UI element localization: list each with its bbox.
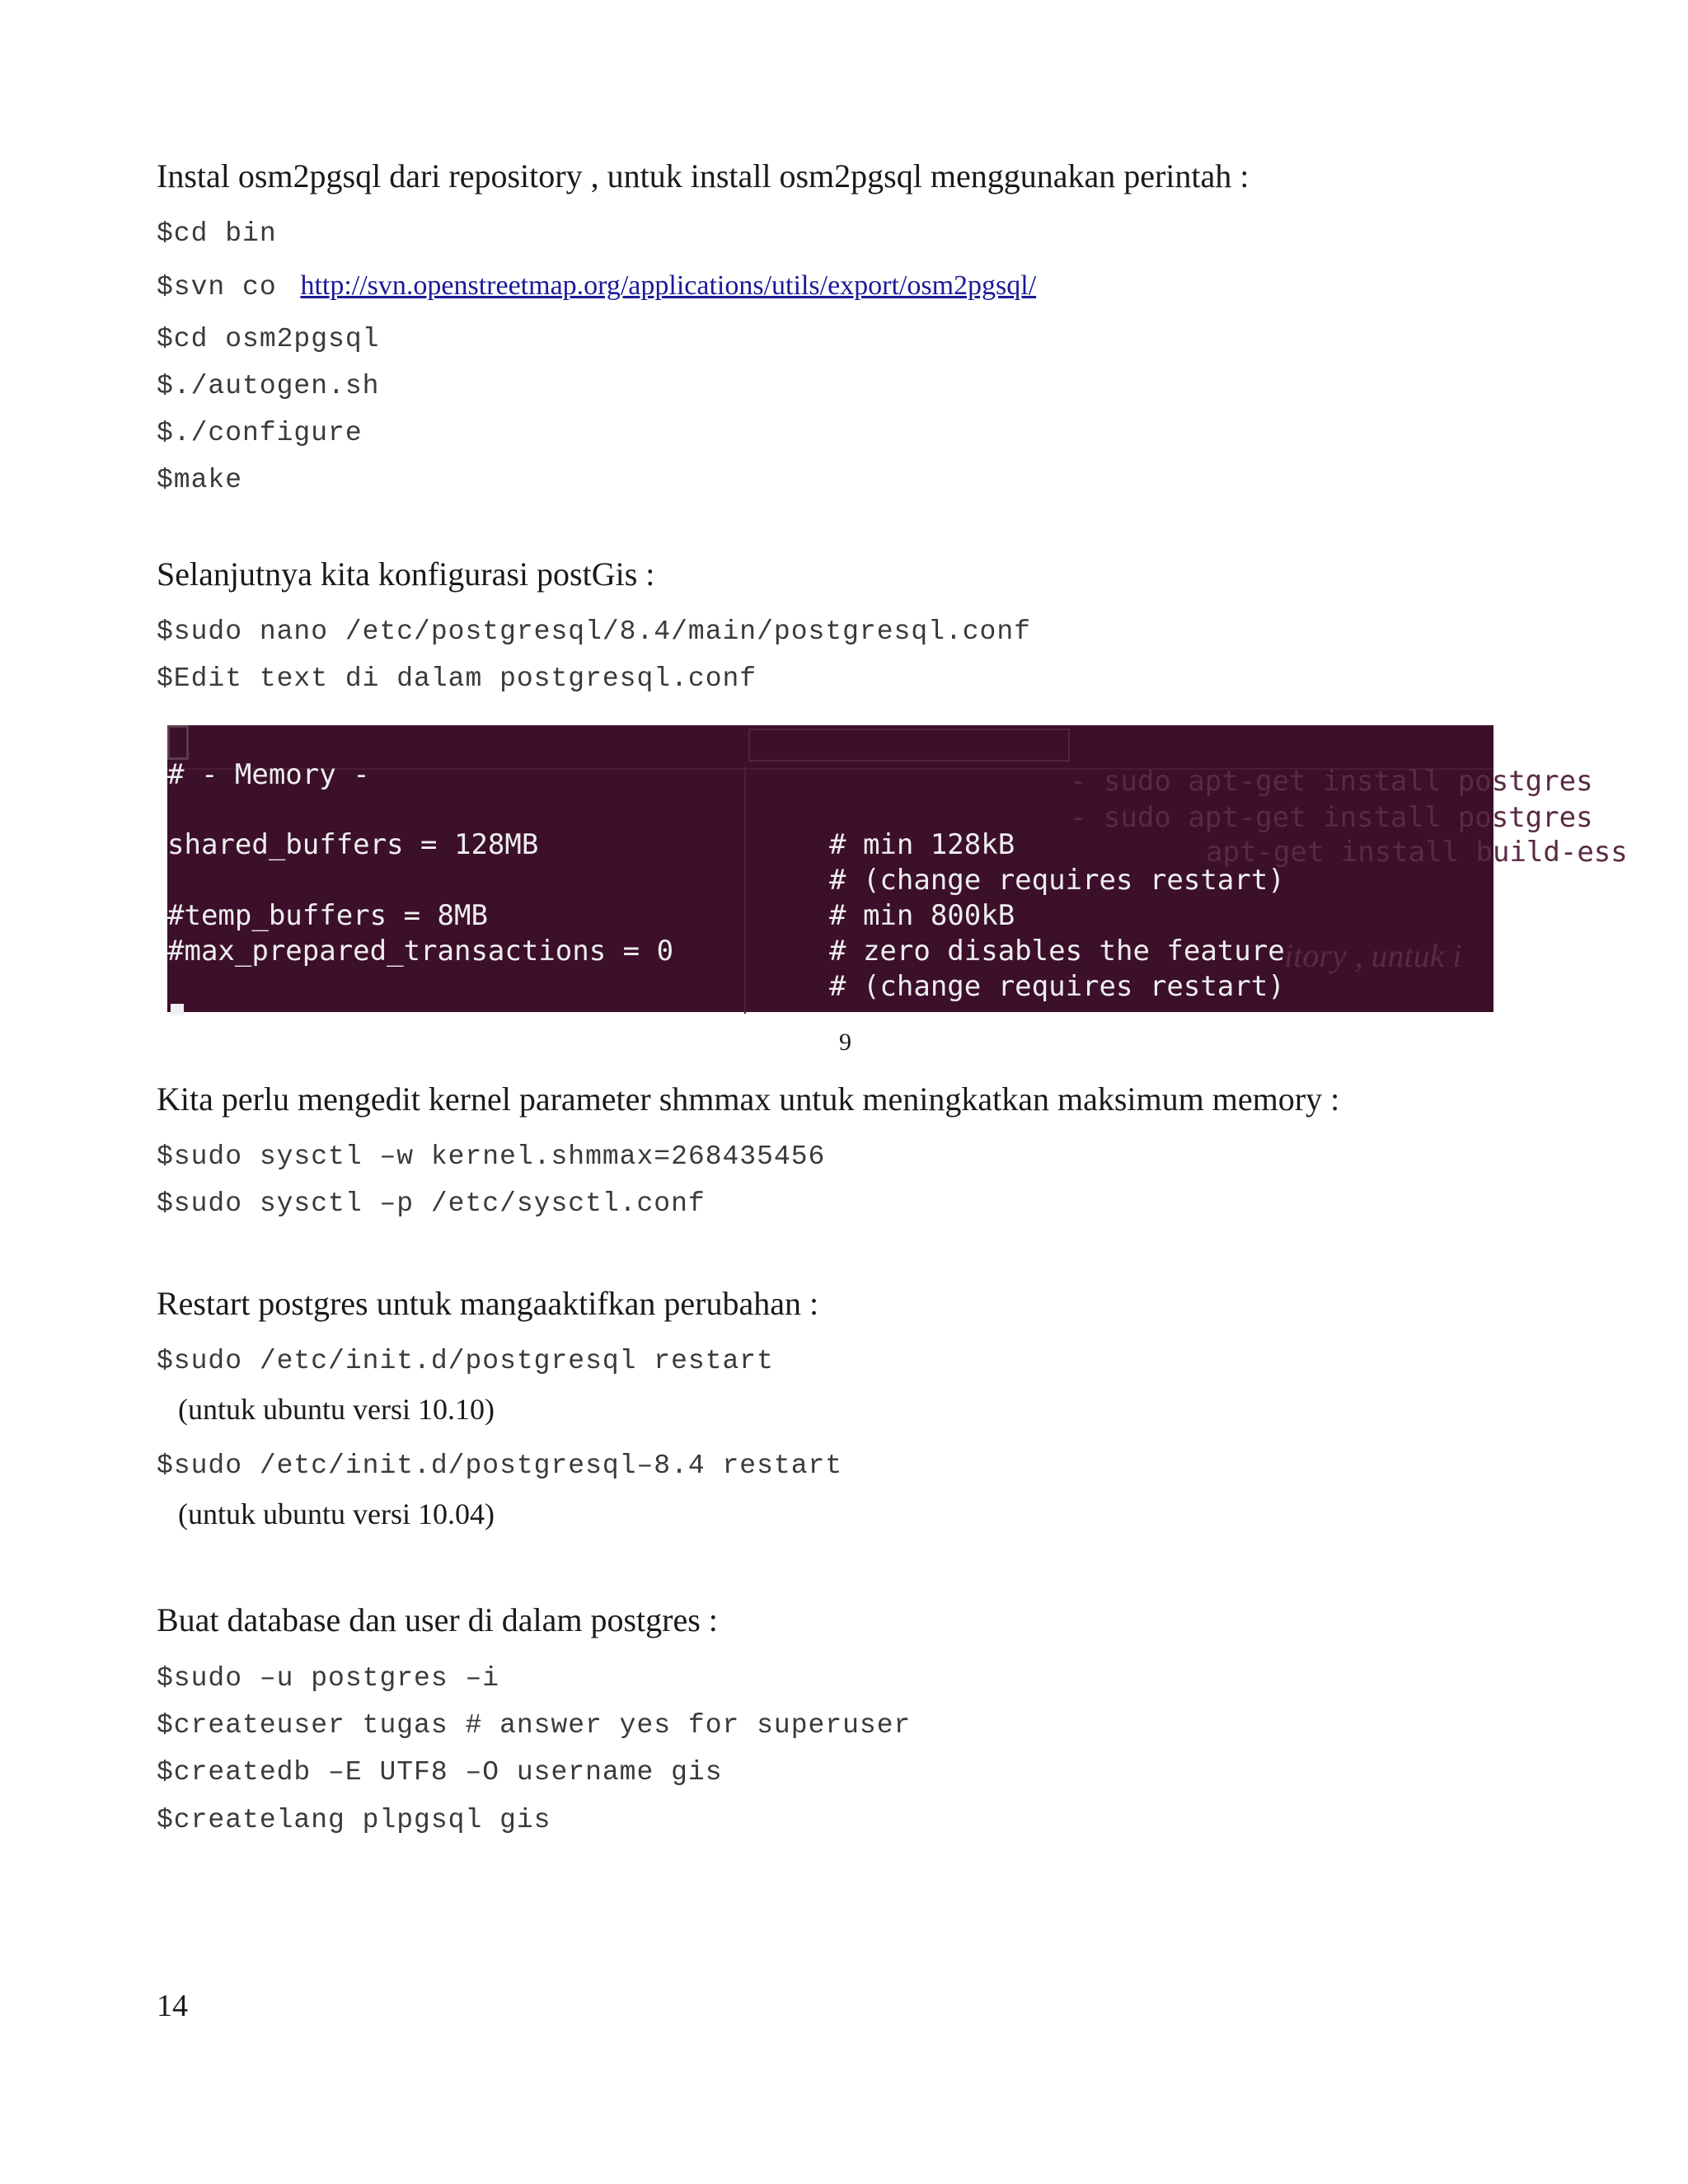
heading-install-osm2pgsql: Instal osm2pgsql dari repository , untuk install osm2pgsql menggunakan perintah :	[157, 157, 1250, 194]
command-svn-checkout	[157, 270, 1036, 302]
command-cd-osm2pgsql: $cd osm2pgsql	[157, 324, 380, 354]
terminal-window-corner	[167, 725, 189, 760]
terminal-line-shared-buffers: shared_buffers = 128MB	[167, 828, 539, 861]
command-createdb: $createdb –E UTF8 –O username gis	[157, 1757, 723, 1788]
note-ubuntu-1004: (untuk ubuntu versi 10.04)	[178, 1497, 495, 1530]
terminal-comment-min-800kb: # min 800kB	[829, 899, 1015, 932]
terminal-pane-divider	[744, 766, 746, 1014]
terminal-line-temp-buffers: #temp_buffers = 8MB	[167, 899, 488, 932]
command-createuser: $createuser tugas # answer yes for superuser	[157, 1710, 912, 1741]
terminal-ghost-text: apt-get install build-ess	[1206, 836, 1628, 869]
heading-configure-postgis: Selanjutnya kita konfigurasi postGis :	[157, 555, 655, 593]
command-restart-postgresql: $sudo /etc/init.d/postgresql restart	[157, 1346, 774, 1376]
command-autogen: $./autogen.sh	[157, 371, 380, 401]
page-number: 14	[157, 1989, 188, 2023]
heading-restart-postgres: Restart postgres untuk mangaaktifkan perubahan :	[157, 1285, 819, 1322]
terminal-ghost-text: - sudo apt-get install postgres	[1070, 765, 1593, 798]
command-restart-postgresql-84: $sudo /etc/init.d/postgresql–8.4 restart	[157, 1451, 843, 1481]
terminal-screenshot	[167, 725, 1628, 1012]
note-ubuntu-1010: (untuk ubuntu versi 10.10)	[178, 1393, 495, 1426]
svn-url-link[interactable]: http://svn.openstreetmap.org/applications/utils/export/osm2pgsql/	[300, 270, 1037, 301]
command-cd-bin: $cd bin	[157, 218, 277, 249]
heading-create-database: Buat database dan user di dalam postgres :	[157, 1601, 718, 1638]
command-sudo-postgres: $sudo –u postgres –i	[157, 1663, 500, 1694]
terminal-comment-change-requires-restart: # (change requires restart)	[829, 864, 1285, 897]
command-createlang: $createlang plpgsql gis	[157, 1805, 551, 1835]
heading-kernel-shmmax: Kita perlu mengedit kernel parameter shmmax untuk meningkatkan maksimum memory :	[157, 1080, 1340, 1118]
svn-command-prefix: $svn co	[157, 272, 277, 302]
terminal-ghost-text: - sudo apt-get install postgres	[1070, 801, 1593, 834]
command-configure: $./configure	[157, 418, 363, 448]
terminal-line-memory-header: # - Memory -	[167, 758, 370, 791]
terminal-line-max-prepared-transactions: #max_prepared_transactions = 0	[167, 935, 674, 968]
command-edit-text: $Edit text di dalam postgresql.conf	[157, 663, 757, 694]
terminal-title-frame	[748, 729, 1070, 762]
command-sysctl-p: $sudo sysctl –p /etc/sysctl.conf	[157, 1188, 706, 1219]
figure-caption-number: 9	[839, 1029, 851, 1056]
terminal-ghost-text: itory , untuk i	[1284, 937, 1462, 974]
command-make: $make	[157, 465, 243, 495]
terminal-comment-zero-disables: # zero disables the feature	[829, 935, 1285, 968]
command-sysctl-w: $sudo sysctl –w kernel.shmmax=268435456	[157, 1141, 826, 1172]
command-nano-postgresql-conf: $sudo nano /etc/postgresql/8.4/main/postgresql.conf	[157, 616, 1031, 647]
terminal-comment-change-requires-restart-2: # (change requires restart)	[829, 970, 1285, 1003]
terminal-comment-min-128kb: # min 128kB	[829, 828, 1015, 861]
terminal-cursor	[171, 1004, 184, 1015]
